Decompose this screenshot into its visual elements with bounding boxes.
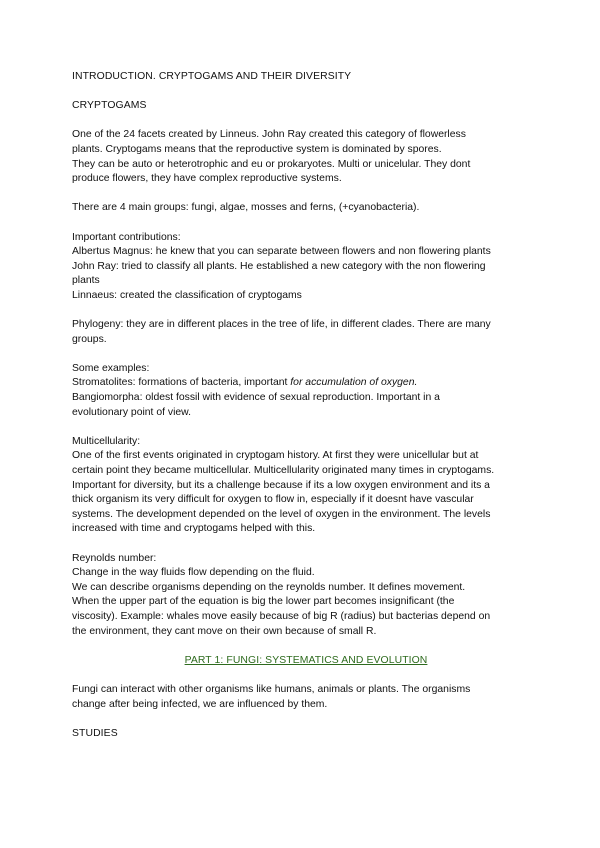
text-line: Some examples: — [72, 362, 150, 374]
reynolds-paragraph — [72, 552, 540, 640]
text-line: produce flowers, they have complex reproductive systems. — [72, 173, 342, 185]
text-line: Phylogeny: they are in different places in the tree of life, in different clades. There are many — [72, 319, 491, 331]
text-line: John Ray: tried to classify all plants. He established a new category with the non flowering — [72, 260, 486, 272]
groups-paragraph: There are 4 main groups: fungi, algae, mosses and ferns, (+cyanobacteria). — [72, 202, 420, 214]
contributions-paragraph — [72, 231, 540, 304]
text-line: We can describe organisms depending on the reynolds number. It defines movement. — [72, 581, 466, 593]
text-line: Fungi can interact with other organisms like humans, animals or plants. The organisms — [72, 683, 471, 695]
text-line: One of the first events originated in cryptogam history. At first they were unicellular but at — [72, 450, 479, 462]
text-line — [72, 376, 540, 391]
text-line: They can be auto or heterotrophic and eu or prokaryotes. Multi or unicelular. They dont — [72, 158, 471, 170]
text-line: evolutionary point of view. — [72, 406, 191, 418]
fungi-paragraph — [72, 683, 540, 712]
text-line: When the upper part of the equation is big the lower part becomes insignificant (the — [72, 596, 455, 608]
text-line: One of the 24 facets created by Linneus. John Ray created this category of flowerless — [72, 129, 466, 141]
text-line: Important contributions: — [72, 231, 181, 243]
text-line: Important for diversity, but its a challenge because if its a low oxygen environment and its a — [72, 479, 490, 491]
text-line: thick organism its very difficult for oxygen to flow in, especially if it doesnt have vascular — [72, 494, 474, 506]
text-line: the environment, they cant move on their own because of small R. — [72, 625, 377, 637]
intro-paragraph — [72, 128, 540, 186]
text-line: Bangiomorpha: oldest fossil with evidence of sexual reproduction. Important in a — [72, 392, 440, 404]
text-line: Albertus Magnus: he knew that you can separate between flowers and non flowering plants — [72, 246, 491, 258]
stromatolites-emphasis: for accumulation of oxygen. — [290, 377, 418, 389]
examples-paragraph — [72, 362, 540, 420]
text-line: groups. — [72, 333, 107, 345]
multicellularity-paragraph — [72, 435, 540, 537]
text-line: change after being infected, we are influenced by them. — [72, 698, 328, 710]
text-line: viscosity). Example: whales move easily because of big R (radius) but bacterias depend on — [72, 610, 491, 622]
studies-heading: STUDIES — [72, 727, 118, 739]
text-line: increased with time and cryptogams helped with this. — [72, 523, 316, 535]
text-line: Linnaeus: created the classification of cryptogams — [72, 289, 302, 301]
section-heading-cryptogams: CRYPTOGAMS — [72, 100, 147, 112]
stromatolites-text: Stromatolites: formations of bacteria, important — [72, 377, 291, 389]
document-title: INTRODUCTION. CRYPTOGAMS AND THEIR DIVERSITY — [72, 71, 352, 82]
part1-section-title: PART 1: FUNGI: SYSTEMATICS AND EVOLUTION — [184, 654, 428, 666]
text-line: plants. Cryptogams means that the reproductive system is dominated by spores. — [72, 143, 442, 155]
text-line: systems. The development depended on the level of oxygen in the environment. The levels — [72, 508, 491, 520]
phylogeny-paragraph — [72, 318, 540, 347]
text-line: Multicellularity: — [72, 435, 141, 447]
text-line: Change in the way fluids flow depending on the fluid. — [72, 567, 315, 579]
text-line: plants — [72, 275, 100, 287]
text-line: certain point they became multicellular. Multicellularity originated many times in cryptogams. — [72, 465, 495, 477]
text-line: Reynolds number: — [72, 552, 157, 564]
